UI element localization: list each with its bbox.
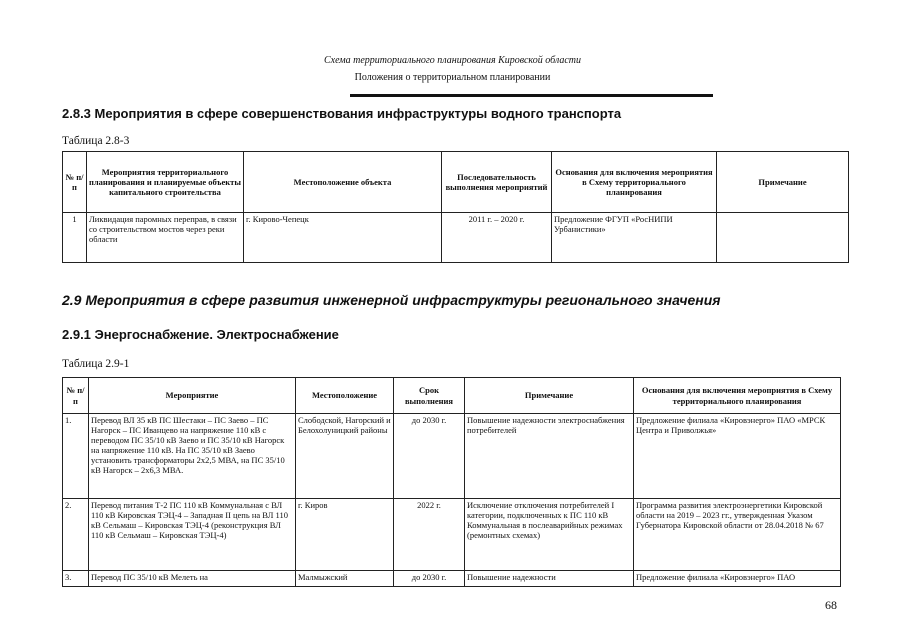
cell-term: до 2030 г. bbox=[394, 571, 465, 587]
column-header-note: Примечание bbox=[717, 152, 849, 213]
document-header-title: Схема территориального планирования Кировской области bbox=[323, 55, 582, 66]
cell-note: Повышение надежности электроснабжения потребителей bbox=[465, 414, 634, 499]
cell-location: г. Киров bbox=[296, 499, 394, 571]
table-row bbox=[63, 571, 841, 587]
column-header-number: № п/п bbox=[63, 152, 87, 213]
cell-number: 2. bbox=[63, 499, 89, 571]
header-divider bbox=[350, 94, 713, 97]
column-header-location: Местоположение объекта bbox=[244, 152, 442, 213]
table-row bbox=[63, 414, 841, 499]
cell-number: 1 bbox=[63, 213, 87, 263]
column-header-sequence: Последовательность выполнения мероприятий bbox=[442, 152, 552, 213]
table-row bbox=[63, 213, 849, 263]
column-header-term: Срок выполнения bbox=[394, 378, 465, 414]
cell-note bbox=[717, 213, 849, 263]
table-header-row bbox=[63, 152, 849, 213]
document-header-subtitle: Положения о территориальном планировании bbox=[354, 72, 551, 83]
cell-term: 2022 г. bbox=[394, 499, 465, 571]
cell-location: Малмыжский bbox=[296, 571, 394, 587]
cell-sequence: 2011 г. – 2020 г. bbox=[442, 213, 552, 263]
table-header-row bbox=[63, 378, 841, 414]
cell-note: Повышение надежности bbox=[465, 571, 634, 587]
column-header-location: Местоположение bbox=[296, 378, 394, 414]
column-header-basis: Основания для включения мероприятия в Схему территориального планирования bbox=[552, 152, 717, 213]
section-heading-2-9: 2.9 Мероприятия в сфере развития инженерной инфраструктуры регионального значения bbox=[62, 292, 721, 308]
cell-basis: Предложение филиала «Кировэнерго» ПАО bbox=[634, 571, 841, 587]
cell-note: Исключение отключения потребителей I категории, подключенных к ПС 110 кВ Коммунальная в послеаварийных режимах (ремонтных схемах) bbox=[465, 499, 634, 571]
table-caption-2-9-1: Таблица 2.9-1 bbox=[62, 358, 130, 370]
column-header-basis: Основания для включения мероприятия в Схему территориального планирования bbox=[634, 378, 841, 414]
cell-event: Перевод ВЛ 35 кВ ПС Шестаки – ПС Заево – ПС Нагорск – ПС Иванцево на напряжение 110 кВ с переводом ПС 35/10 кВ Заево и ПС 35/10 кВ Нагорск на напряжение 110 кВ. На ПС 35/10 кВ Заево установить трансформаторы 2х2,5 МВА, на ПС 35/10 кВ Нагорск – 2х6,3 МВА. bbox=[89, 414, 296, 499]
column-header-note: Примечание bbox=[465, 378, 634, 414]
column-header-event: Мероприятия территориального планирования и планируемые объекты капитального строительства bbox=[87, 152, 244, 213]
cell-event: Ликвидация паромных переправ, в связи со строительством мостов через реки области bbox=[87, 213, 244, 263]
cell-number: 1. bbox=[63, 414, 89, 499]
column-header-event: Мероприятие bbox=[89, 378, 296, 414]
cell-event: Перевод питания Т-2 ПС 110 кВ Коммунальная с ВЛ 110 кВ Кировская ТЭЦ-4 – Западная II цепь на ВЛ 110 кВ Сельмаш – Кировская ТЭЦ-4 (реконструкция ВЛ 110 кВ Сельмаш – Кировская ТЭЦ-4) bbox=[89, 499, 296, 571]
column-header-number: № п/п bbox=[63, 378, 89, 414]
page-number: 68 bbox=[825, 598, 837, 612]
cell-basis: Программа развития электроэнергетики Кировской области на 2019 – 2023 гг., утвержденная Указом Губернатора Кировской области от 28.04.2018 № 67 bbox=[634, 499, 841, 571]
table-row bbox=[63, 499, 841, 571]
cell-location: Слободской, Нагорский и Белохолуницкий районы bbox=[296, 414, 394, 499]
table-2-8-3 bbox=[62, 151, 849, 263]
table-2-9-1 bbox=[62, 377, 841, 587]
cell-basis: Предложение ФГУП «РосНИПИ Урбанистики» bbox=[552, 213, 717, 263]
cell-basis: Предложение филиала «Кировэнерго» ПАО «МРСК Центра и Приволжья» bbox=[634, 414, 841, 499]
cell-event: Перевод ПС 35/10 кВ Мелеть на bbox=[89, 571, 296, 587]
table-caption-2-8-3: Таблица 2.8-3 bbox=[62, 135, 130, 147]
section-heading-2-9-1: 2.9.1 Энергоснабжение. Электроснабжение bbox=[62, 327, 339, 342]
section-heading-2-8-3: 2.8.3 Мероприятия в сфере совершенствования инфраструктуры водного транспорта bbox=[62, 106, 622, 121]
cell-term: до 2030 г. bbox=[394, 414, 465, 499]
cell-location: г. Кирово-Чепецк bbox=[244, 213, 442, 263]
cell-number: 3. bbox=[63, 571, 89, 587]
